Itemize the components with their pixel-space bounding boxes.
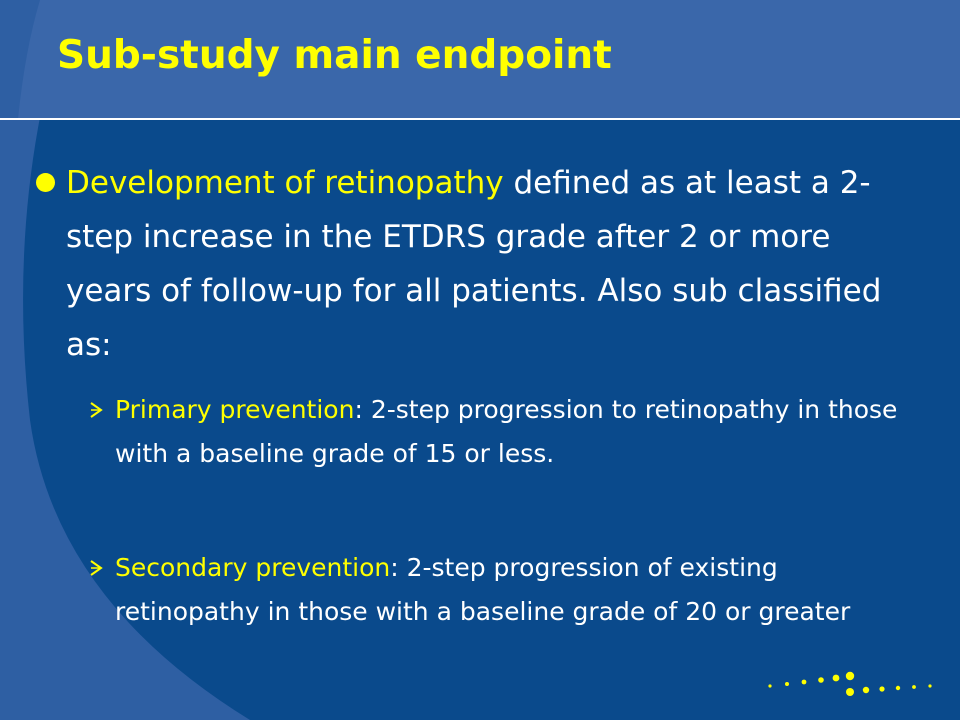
main-bullet-highlight: Development of retinopathy [66, 165, 504, 201]
sub-bullet-primary [88, 388, 908, 476]
main-bullet-text [66, 156, 916, 372]
sub-bullet-secondary-text [115, 546, 908, 634]
sub-bullet-primary-body: : 2-step progression to retinopathy in those with a baseline grade of 15 or less. [115, 395, 898, 468]
page-title: Sub-study main endpoint [57, 33, 612, 78]
sub-bullet-secondary-body: : 2-step progression of existing retinopathy in those with a baseline grade of 20 or greater [115, 553, 851, 626]
yellow-dot-icon [36, 173, 55, 192]
dot-trail-icon [760, 664, 950, 704]
sub-bullet-secondary-highlight: Secondary prevention [115, 553, 391, 582]
sub-bullet-primary-highlight: Primary prevention [115, 395, 355, 424]
sub-bullet-primary-text [115, 388, 908, 476]
arrow-bullet-icon [88, 402, 104, 418]
arrow-bullet-icon [88, 560, 104, 576]
main-bullet [36, 156, 916, 372]
main-bullet-body: defined as at least a 2-step increase in the ETDRS grade after 2 or more years of follow-up for all patients. Also sub classified as: [66, 165, 882, 363]
sub-bullet-secondary [88, 546, 908, 634]
title-divider [0, 118, 960, 120]
